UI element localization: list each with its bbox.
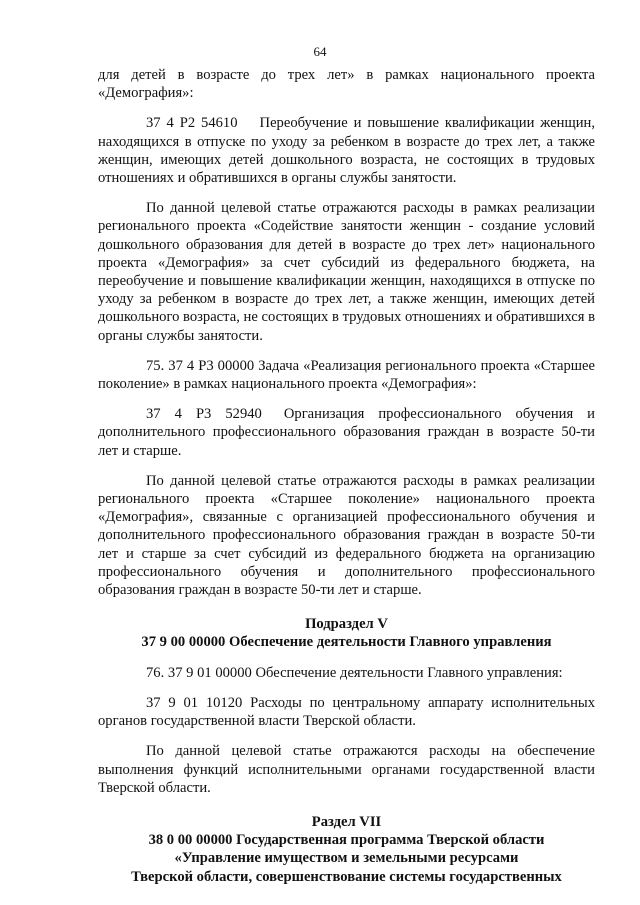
article-title: Организация профессионального обучения и дополнительного профессионального образования граждан в возрасте 50-ти лет и старше. (98, 406, 595, 459)
paragraph-task-76: 76. 37 9 01 00000 Обеспечение деятельности Главного управления: (146, 664, 563, 681)
paragraph-continuation: для детей в возрасте до трех лет» в рамках национального проекта «Демография»: (98, 67, 595, 102)
subsection-title: Подраздел V (305, 616, 388, 633)
subsection-heading (98, 615, 595, 651)
section-subtitle-line: «Управление имуществом и земельными ресурсами (174, 850, 519, 867)
section-subtitle-line: Тверской области, совершенствование системы государственных (131, 868, 562, 885)
paragraph-description: По данной целевой статье отражаются расходы на обеспечение выполнения функций исполнительными органами государственной власти Тверской области. (98, 743, 595, 796)
page-number: 64 (313, 44, 327, 59)
paragraph-article-37-4-p3-52940 (98, 405, 595, 460)
paragraph-task-75: 75. 37 4 Р3 00000 Задача «Реализация регионального проекта «Старшее поколение» в рамках национального проекта «Демография»: (98, 357, 595, 393)
article-code: 37 4 Р3 52940 (146, 406, 262, 423)
subsection-subtitle: 37 9 00 00000 Обеспечение деятельности Главного управления (141, 634, 552, 651)
article-code: 37 4 Р2 54610 (146, 115, 238, 132)
paragraph-article-37-4-p2-54610 (98, 114, 595, 187)
section-heading (98, 813, 595, 886)
paragraph-article-37-9-01-10120: 37 9 01 10120 Расходы по центральному аппарату исполнительных органов государственной власти Тверской области. (98, 694, 595, 730)
article-title: Переобучение и повышение квалификации женщин, находящихся в отпуске по уходу за ребенком в возрасте до трех лет, а также женщин, имеющих детей дошкольного возраста, не состоящих в трудовых отношениях и обратившихся в органы службы занятости. (98, 115, 595, 187)
paragraph-description: По данной целевой статье отражаются расходы в рамках реализации регионального проекта «Содействие занятости женщин - создание условий дошкольного образования для детей в возрасте до трех лет» национального проекта «Демография» за счет субсидий из федерального бюджета, на переобучение и повышение квалификации женщин, находящихся в отпуске по уходу за ребенком в возрасте до трех лет, а также женщин, имеющих детей дошкольного возраста, не состоящих в трудовых отношениях и обратившихся в органы службы занятости. (98, 200, 595, 344)
section-subtitle-line: 38 0 00 00000 Государственная программа Тверской области (148, 832, 545, 849)
section-title: Раздел VII (311, 813, 382, 830)
paragraph-description: По данной целевой статье отражаются расходы в рамках реализации регионального проекта «Старшее поколение» национального проекта «Демография», связанные с организацией профессионального обучения и дополнительного профессионального образования граждан в возрасте 50-ти лет и старше за счет субсидий из федерального бюджета на организацию профессионального обучения и дополнительного профессионального образования граждан в возрасте 50-ти лет и старше. (98, 472, 595, 599)
document-body (98, 66, 595, 886)
